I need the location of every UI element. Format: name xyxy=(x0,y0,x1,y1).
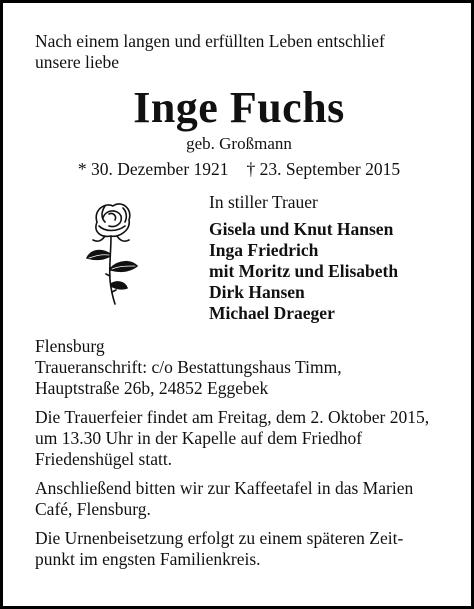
birth-date: * 30. Dezember 1921 xyxy=(77,159,229,179)
mourner-item: Inga Friedrich xyxy=(209,240,319,260)
address-block xyxy=(35,336,443,399)
mourner-item: mit Moritz und Elisabeth xyxy=(209,261,399,281)
address-line-2: Hauptstraße 26b, 24852 Eggebek xyxy=(35,378,269,398)
maiden-name: geb. Großmann xyxy=(186,134,292,153)
mourner-item: Dirk Hansen xyxy=(209,282,305,302)
mourner-item: Michael Draeger xyxy=(209,303,335,323)
death-date: † 23. September 2015 xyxy=(246,159,401,179)
deceased-name: Inge Fuchs xyxy=(133,83,345,132)
rose-icon xyxy=(75,196,147,306)
burial-line-1: Die Urnenbeisetzung erfolgt zu einem späteren Zeit- xyxy=(35,528,404,548)
address-line-1: Traueranschrift: c/o Bestattungshaus Timm, xyxy=(35,357,342,377)
service-line-3: Friedenshügel statt. xyxy=(35,449,173,469)
reception-line-2: Café, Flensburg. xyxy=(35,499,151,519)
mourner-item: Gisela und Knut Hansen xyxy=(209,219,394,239)
intro-text xyxy=(35,31,443,73)
mourning-section xyxy=(35,192,443,342)
reception-block xyxy=(35,478,443,520)
intro-line-1: Nach einem langen und erfüllten Leben entschlief xyxy=(35,31,385,51)
service-block xyxy=(35,407,443,470)
intro-line-2: unsere liebe xyxy=(35,52,120,72)
reception-line-1: Anschließend bitten wir zur Kaffeetafel in das Marien xyxy=(35,478,414,498)
life-dates xyxy=(35,158,443,180)
service-line-1: Die Trauerfeier findet am Freitag, dem 2. Oktober 2015, xyxy=(35,407,430,427)
burial-block xyxy=(35,528,443,570)
mourning-intro: In stiller Trauer xyxy=(209,192,318,212)
service-line-2: um 13.30 Uhr in der Kapelle auf dem Friedhof xyxy=(35,428,363,448)
place: Flensburg xyxy=(35,336,105,356)
mourners-list xyxy=(209,192,398,324)
burial-line-2: punkt im engsten Familienkreis. xyxy=(35,549,261,569)
